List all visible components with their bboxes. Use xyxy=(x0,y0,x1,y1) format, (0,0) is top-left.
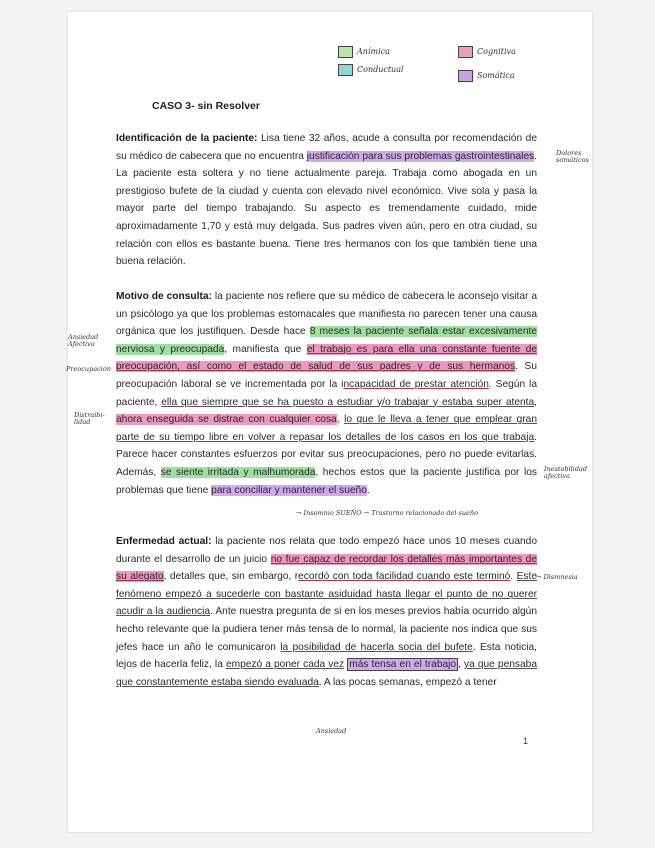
heading-motivo: Motivo de consulta: xyxy=(116,291,212,302)
underline: lo que le lleva a tener que emplear gran parte de su tiempo libre en volver a repasar los detalles de los casos en los que trabaja xyxy=(116,414,537,443)
highlight-somatica: para conciliar y mantener el sueño xyxy=(211,484,367,496)
text: . Parece hacer constantes esfuerzos por evitar sus preocupaciones, pero no puede evitarlas. Además, xyxy=(116,431,537,478)
annotation-inestabilidad: Inestabilidad afectiva xyxy=(544,465,588,480)
text: Lisa tiene 32 años, acude a consulta por recomendación de su médico de cabecera que no encuentra xyxy=(116,133,538,162)
underline: ya que pensaba que constantemente estaba siendo evaluada xyxy=(116,659,537,688)
legend-swatch-somatica xyxy=(458,70,473,82)
highlight-somatica: más tensa en el trabajo xyxy=(349,659,457,671)
case-title: CASO 3- sin Resolver xyxy=(152,100,260,112)
annotation-ansiedad-bottom: Ansiedad xyxy=(316,727,347,735)
heading-identificacion: Identificación de la paciente: xyxy=(116,133,258,144)
heading-enfermedad: Enfermedad actual: xyxy=(116,536,212,547)
legend-label-conductual: Conductual xyxy=(357,65,404,74)
legend-label-animica: Anímica xyxy=(357,47,390,56)
highlight-cognitiva: el trabajo es para ella una constante fuente de preocupación, así como el estado de salud de sus padres y de sus hermanos xyxy=(116,343,538,373)
annotation-insomnio: → Insomnio SUEÑO → Trastorno relacionado del sueño xyxy=(296,509,479,517)
text: , xyxy=(458,659,464,671)
underline: la posibilidad de hacerla socia del bufete xyxy=(280,641,473,653)
legend-swatch-animica xyxy=(338,46,353,58)
text: . Según la paciente, xyxy=(116,378,537,408)
highlight-cognitiva: ncapacidad de prestar atención xyxy=(343,378,489,390)
text: . Su preocupación laboral se ve incrementada por la i xyxy=(116,361,538,390)
legend-item xyxy=(458,46,516,58)
annotation-preocupacion: Preocupación xyxy=(66,365,111,373)
text: . A las pocas semanas, empezó a tener xyxy=(318,676,497,688)
highlight-cognitiva: ahora enseguida se distrae con cualquier cosa xyxy=(116,414,337,426)
text: . xyxy=(510,571,517,583)
highlight-animica: 8 meses la paciente señala estar excesivamente nerviosa y preocupada xyxy=(116,326,538,355)
text: la paciente nos relata que todo empezó hace unos 10 meses cuando durante el desarrollo de un juicio xyxy=(116,536,537,565)
underline: empezó a poner cada vez xyxy=(225,659,345,671)
highlight-somatica: justificación para sus problemas gastrointestinales xyxy=(306,150,535,162)
text: , xyxy=(336,414,345,426)
paragraph-motivo xyxy=(116,288,537,499)
legend-item xyxy=(458,70,515,82)
paragraph-enfermedad xyxy=(116,533,537,691)
text: . Esta noticia, lejos de hacerla feliz, la xyxy=(116,641,538,671)
text: , manifiesta que xyxy=(224,343,307,355)
legend-swatch-conductual xyxy=(338,64,353,76)
paragraph-identificacion xyxy=(116,130,537,271)
legend-swatch-cognitiva xyxy=(458,46,473,58)
text: . Ante nuestra pregunta de si en los meses previos había ocurrido algún hecho relevante que la pudiera tener más tensa de lo normal, la paciente nos indica que sus jefes hace un año le comunicaron xyxy=(116,606,537,653)
text: . La paciente esta soltera y no tiene actualmente pareja. Trabaja como abogada en un prestigioso bufete de la ciudad y cuenta con elevado nivel económico. Vive sola y pasa la mayor parte del tiempo trabajando. Su aspecto es tremendamente cuidado, mide aproximadamente 1,70 y está muy delgada. Sus padres viven aún, pero en otra ciudad, su relación con ellos es bastante buena. Tiene tres hermanos con los que también tiene una buena relación. xyxy=(116,150,537,268)
page-number: 1 xyxy=(523,736,529,746)
highlight-animica: se siente irritada y malhumorada xyxy=(160,466,316,478)
annotation-dolores: Dolores somáticos xyxy=(556,149,589,164)
text: , detalles que, sin embargo, r xyxy=(163,571,299,583)
underline: Este fenómeno empezó a sucederle con bastante asiduidad hasta llegar el punto de no querer acudir a la audiencia xyxy=(116,571,537,618)
legend-label-cognitiva: Cognitiva xyxy=(477,47,516,56)
legend-label-somatica: Somática xyxy=(477,71,515,80)
text: , hechos estos que la paciente justifica por los problemas que tiene xyxy=(116,466,537,496)
text: . xyxy=(366,484,370,496)
annotation-ansiedad-afectiva: Ansiedad Afectiva xyxy=(68,333,99,348)
text: la paciente nos refiere que su médico de cabecera le aconsejo visitar a un psicólogo ya que los problemas estomacales que manifiesta no parecen tener una causa orgánica que los justifiquen. Desde hace xyxy=(116,291,538,338)
underline: ecordó con toda facilidad cuando este terminó xyxy=(298,571,511,583)
legend-item xyxy=(338,64,404,76)
annotation-distraibilidad: Distraibi-lidad xyxy=(74,411,105,426)
legend xyxy=(338,46,390,58)
underline: ella que siempre que se ha puesto a estudiar y/o trabajar y estaba super atenta, xyxy=(161,396,537,408)
highlight-cognitiva: no fue capaz de recordar los detalles más importantes de su alegato xyxy=(116,553,537,583)
annotation-dismnesia: → Dismnesia xyxy=(536,573,578,581)
